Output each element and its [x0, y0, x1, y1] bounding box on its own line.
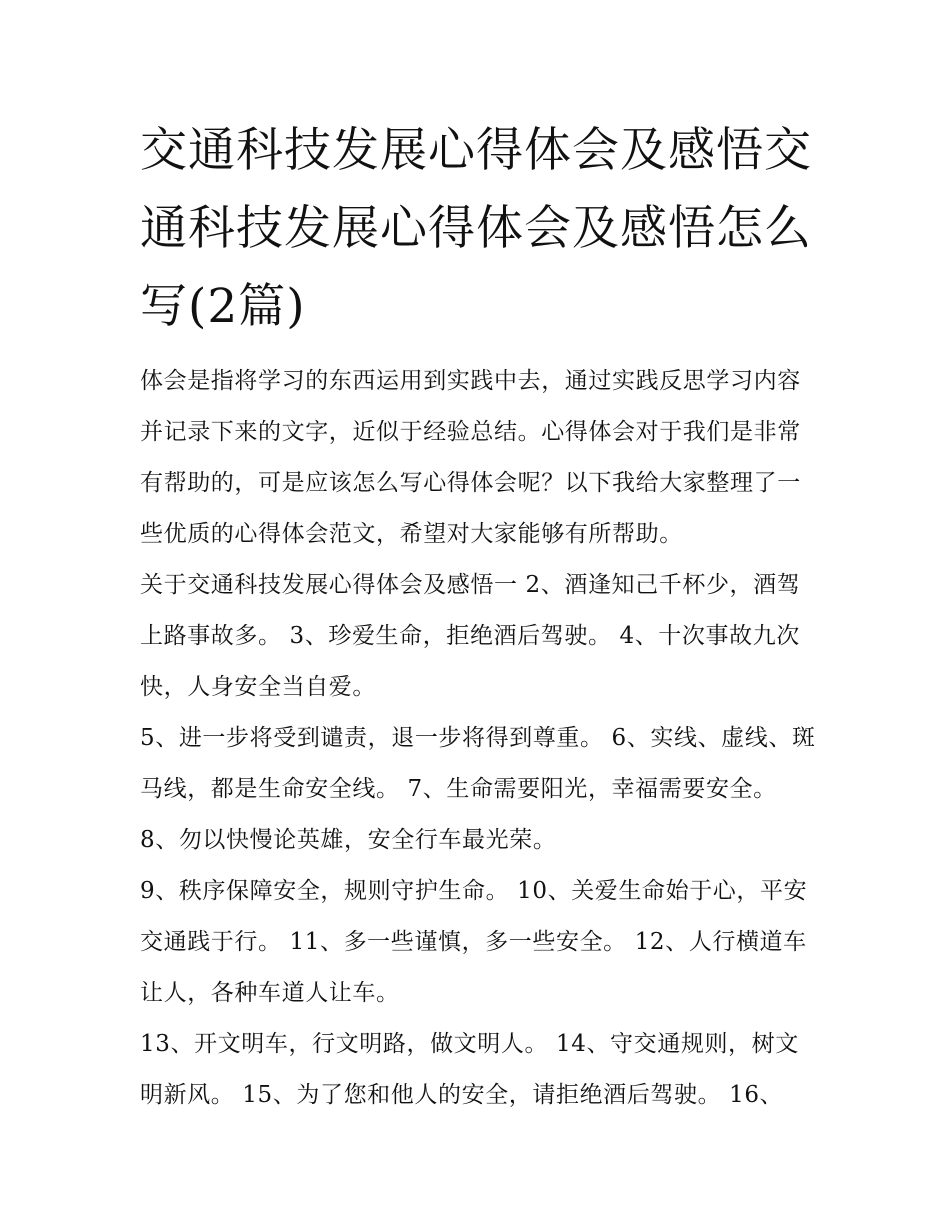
- document-body: [140, 356, 820, 1121]
- document-title: 交通科技发展心得体会及感悟交通科技发展心得体会及感悟怎么写(2篇): [140, 123, 812, 334]
- paragraph-slogans-2: 5、进一步将受到谴责，退一步将得到尊重。 6、实线、虚线、斑马线，都是生命安全线。 7、生命需要阳光，幸福需要安全。 8、勿以快慢论英雄，安全行车最光荣。: [140, 725, 816, 853]
- paragraph-intro: 体会是指将学习的东西运用到实践中去，通过实践反思学习内容并记录下来的文字，近似于经验总结。心得体会对于我们是非常有帮助的，可是应该怎么写心得体会呢？以下我给大家整理了一些优质的心得体会范文，希望对大家能够有所帮助。: [140, 368, 801, 547]
- paragraph-slogans-1: 关于交通科技发展心得体会及感悟一 2、酒逢知己千杯少，酒驾上路事故多。 3、珍爱生命，拒绝酒后驾驶。 4、十次事故九次快，人身安全当自爱。: [140, 572, 801, 700]
- paragraph-slogans-4: 13、开文明车，行文明路，做文明人。 14、守交通规则，树文明新风。 15、为了您和他人的安全，请拒绝酒后驾驶。 16、: [140, 1031, 799, 1108]
- paragraph-slogans-3: 9、秩序保障安全，规则守护生命。 10、关爱生命始于心，平安交通践于行。 11、多一些谨慎，多一些安全。 12、人行横道车让人，各种车道人让车。: [140, 878, 808, 1006]
